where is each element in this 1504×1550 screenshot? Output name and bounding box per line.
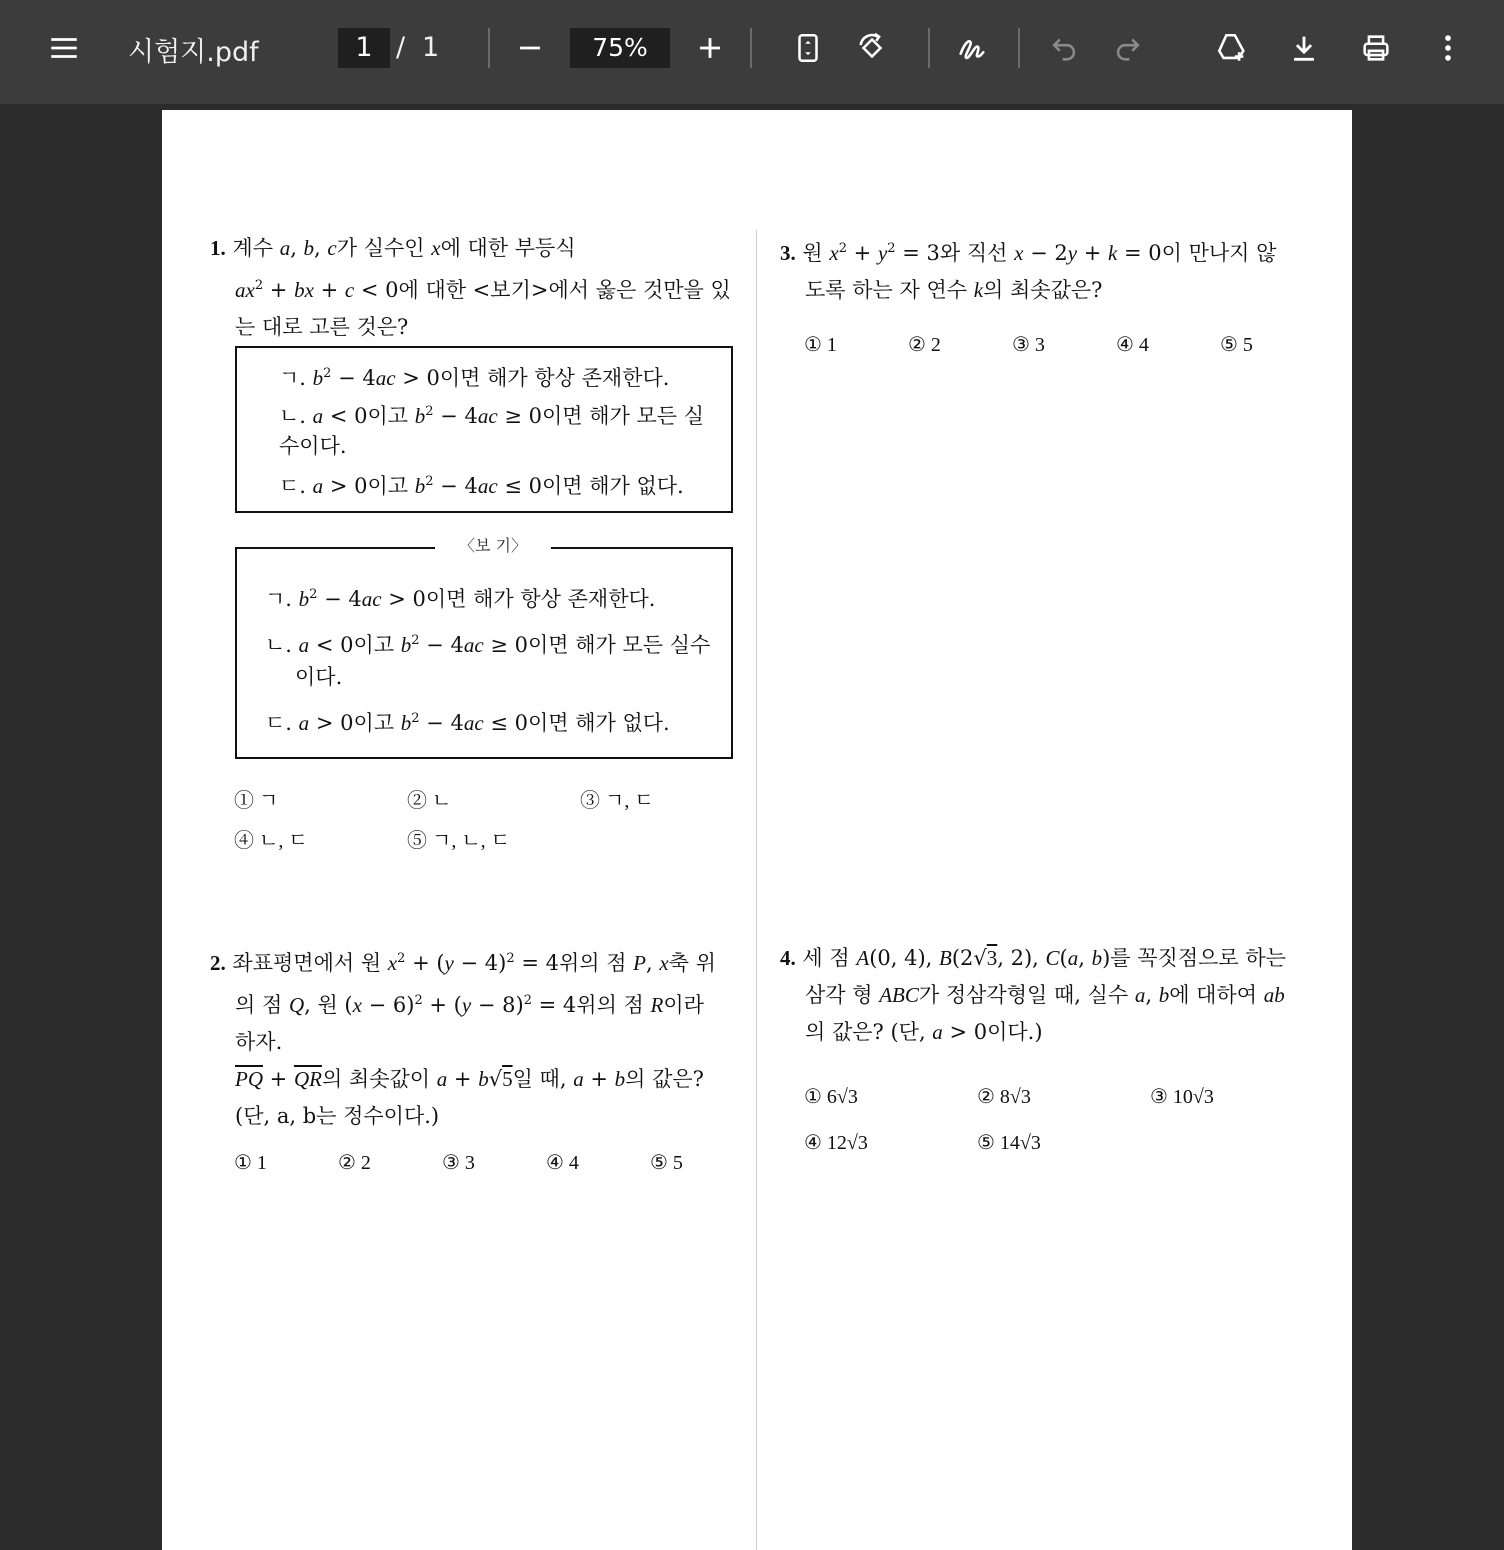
column-divider — [756, 230, 757, 1550]
add-to-drive-icon[interactable] — [1212, 28, 1252, 68]
question-4: 4. 세 점 A(0, 4), B(2√3, 2), C(a, b)를 꼭짓점으로 하는 삼각 형 ABC가 정삼각형일 때, 실수 a, b에 대하여 ab 의 값은? (단, a > 0이다.) — [780, 946, 1286, 1044]
redo-icon[interactable] — [1108, 28, 1148, 68]
q2-choice-5: ⑤ 5 — [650, 1152, 683, 1174]
question-1-statements-box: ㄱ. $b^2 - 4ac > 0$이면 해가 항상 존재한다. ㄴ. a < 0이고 $b^2 - 4ac \ge 0$이면 해가 모든 실 수이다. ㄷ. a > 0이고 $b^2 - 4ac \le 0$이면 해가 없다. — [235, 346, 733, 513]
q2-choice-3: ③ 3 — [442, 1152, 475, 1174]
q1-choice-5: ⑤ ㄱ, ㄴ, ㄷ — [407, 830, 510, 852]
total-pages: 1 — [422, 32, 440, 63]
q1-choice-1: ① ㄱ — [234, 790, 279, 812]
q2-choice-1: ① 1 — [234, 1152, 267, 1174]
question-2: 2. 좌표평면에서 원 $x^2 + (y - 4)^2 = 4$위의 점 P, x축 위 의 점 Q, 원 $(x - 6)^2 + (y - 8)^2 = 4$위의 점 R이라 하자. $\overline{PQ} + \overline{QR}$의 최솟값이 a + b√5일 때, a + b의 값은? (단, a, b는 정수이다.) — [210, 951, 716, 1128]
page-separator: / — [396, 32, 406, 63]
more-vertical-icon[interactable] — [1428, 28, 1468, 68]
q2-choice-2: ② 2 — [338, 1152, 371, 1174]
q1-choice-4: ④ ㄴ, ㄷ — [234, 830, 308, 852]
q4-choice-2: ② 8√3 — [977, 1086, 1031, 1108]
toolbar-divider — [750, 28, 752, 68]
example-box-title: 〈보 기〉 — [435, 535, 551, 557]
q2-choice-4: ④ 4 — [546, 1152, 579, 1174]
q3-choice-4: ④ 4 — [1116, 334, 1149, 356]
question-3: 3. 원 $x^2 + y^2 = 3$와 직선 x − 2y + k = 0이 만나지 않 도록 하는 자 연수 k의 최솟값은? — [780, 241, 1277, 302]
plus-icon[interactable] — [690, 28, 730, 68]
rotate-icon[interactable] — [852, 28, 892, 68]
document-viewer[interactable] — [0, 104, 1504, 1538]
fit-to-page-icon[interactable] — [788, 28, 828, 68]
question-1: 1. 계수 a, b, c가 실수인 x에 대한 부등식 $ax^2$ + bx + c < 0에 대한 <보기>에서 옳은 것만을 있 는 대로 고른 것은? — [210, 236, 731, 339]
q1-choice-3: ③ ㄱ, ㄷ — [580, 790, 654, 812]
pen-annotate-icon[interactable] — [952, 28, 992, 68]
q4-choice-1: ① 6√3 — [804, 1086, 858, 1108]
undo-icon[interactable] — [1044, 28, 1084, 68]
toolbar-divider — [1018, 28, 1020, 68]
page-number-input[interactable]: 1 — [338, 28, 390, 68]
print-icon[interactable] — [1356, 28, 1396, 68]
q4-choice-3: ③ 10√3 — [1150, 1086, 1214, 1108]
file-title: 시험지.pdf — [128, 37, 259, 68]
q3-choice-2: ② 2 — [908, 334, 941, 356]
download-icon[interactable] — [1284, 28, 1324, 68]
toolbar-divider — [488, 28, 490, 68]
q4-choice-5: ⑤ 14√3 — [977, 1132, 1041, 1154]
zoom-level-input[interactable]: 75% — [570, 28, 670, 68]
minus-icon[interactable] — [510, 28, 550, 68]
q3-choice-3: ③ 3 — [1012, 334, 1045, 356]
q3-choice-1: ① 1 — [804, 334, 837, 356]
toolbar-divider — [928, 28, 930, 68]
pdf-page — [162, 110, 1352, 1550]
pdf-toolbar — [0, 0, 1504, 104]
q1-choice-2: ② ㄴ — [407, 790, 452, 812]
question-1-example-box: 〈보 기〉 ㄱ. $b^2 - 4ac > 0$이면 해가 항상 존재한다. ㄴ. a < 0이고 $b^2 - 4ac \ge 0$이면 해가 모든 실수 이다. ㄷ. a > 0이고 $b^2 - 4ac \le 0$이면 해가 없다. — [235, 547, 733, 759]
q3-choice-5: ⑤ 5 — [1220, 334, 1253, 356]
hamburger-menu-icon[interactable] — [44, 28, 84, 68]
q4-choice-4: ④ 12√3 — [804, 1132, 868, 1154]
